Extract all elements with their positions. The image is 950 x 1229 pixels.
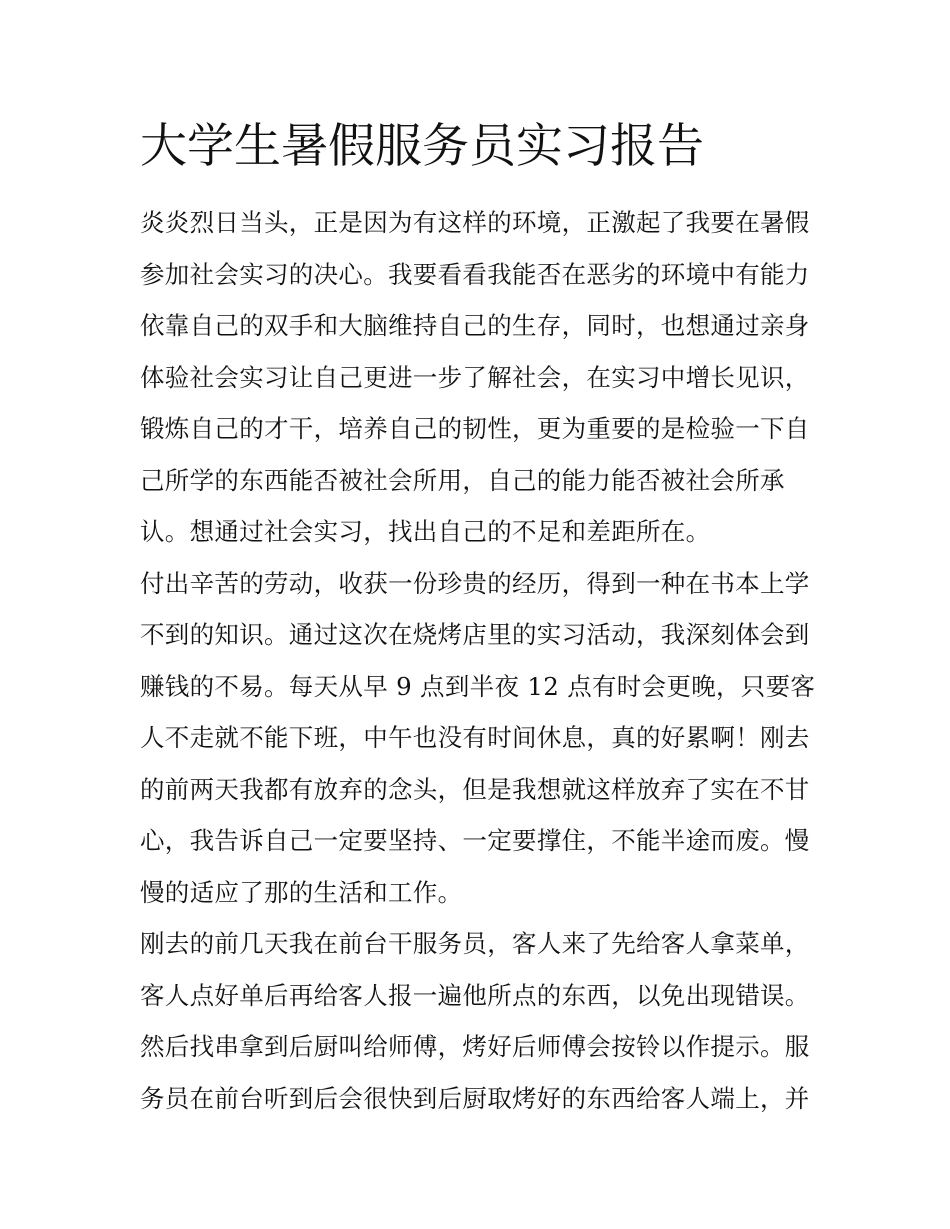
text-line: 慢的适应了那的生活和工作。 [140,877,463,907]
text-line: 赚钱的不易。每天从早 9 点到半夜 12 点有时会更晚，只要客 [140,671,816,701]
text-line: 务员在前台听到后会很快到后厨取烤好的东西给客人端上，并 [140,1083,810,1113]
text-line: 己所学的东西能否被社会所用，自己的能力能否被社会所承 [140,465,785,495]
paragraph-3 [140,918,820,1124]
text-line: 客人点好单后再给客人报一遍他所点的东西，以免出现错误。 [140,980,810,1010]
document-body [140,197,820,1124]
text-line: 的前两天我都有放弃的念头，但是我想就这样放弃了实在不甘 [140,774,810,804]
paragraph-2 [140,558,820,919]
text-line: 心，我告诉自己一定要坚持、一定要撑住，不能半途而废。慢 [140,826,810,855]
text-line: 然后找串拿到后厨叫给师傅，烤好后师傅会按铃以作提示。服 [140,1032,810,1061]
paragraph-1 [140,197,820,558]
text-line: 参加社会实习的决心。我要看看我能否在恶劣的环境中有能力 [140,259,810,289]
text-line: 人不走就不能下班，中午也没有时间休息，真的好累啊！刚去 [140,723,810,752]
text-line: 炎炎烈日当头，正是因为有这样的环境，正激起了我要在暑假 [140,208,810,237]
text-line: 体验社会实习让自己更进一步了解社会，在实习中增长见识， [140,362,810,392]
text-line: 刚去的前几天我在前台干服务员，客人来了先给客人拿菜单， [140,929,810,958]
text-line: 认。想通过社会实习，找出自己的不足和差距所在。 [140,517,711,546]
text-line: 不到的知识。通过这次在烧烤店里的实习活动，我深刻体会到 [140,620,810,649]
text-line: 依靠自己的双手和大脑维持自己的生存，同时，也想通过亲身 [140,311,810,340]
text-line: 锻炼自己的才干，培养自己的韧性，更为重要的是检验一下自 [140,414,810,443]
text-line: 付出辛苦的劳动，收获一份珍贵的经历，得到一种在书本上学 [140,568,810,598]
page-title: 大学生暑假服务员实习报告 [140,119,704,174]
